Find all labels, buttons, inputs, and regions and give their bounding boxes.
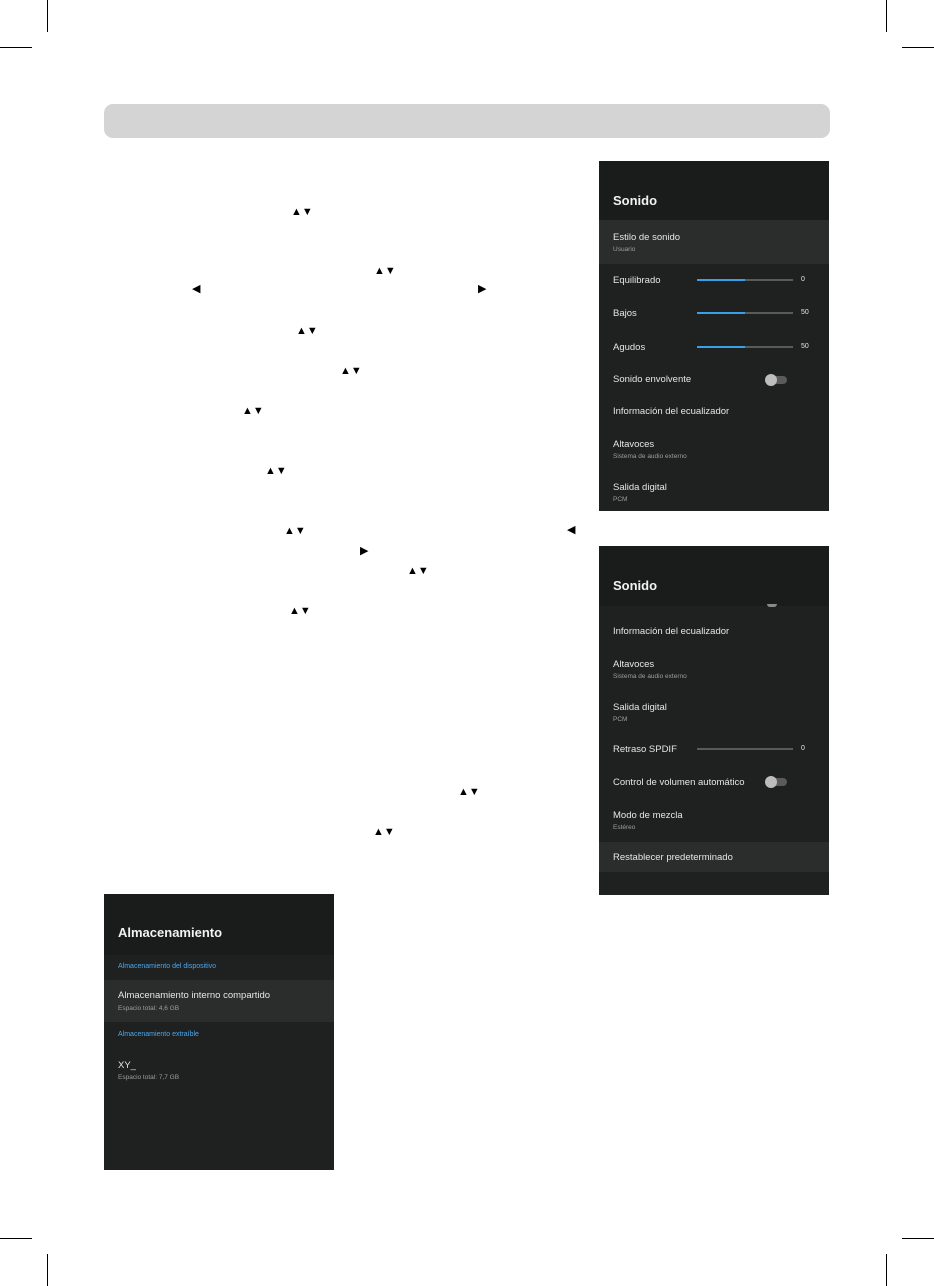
panel-title: Sonido bbox=[613, 193, 658, 208]
menu-item-balance[interactable] bbox=[599, 267, 829, 293]
menu-item-label: Altavoces bbox=[613, 659, 655, 670]
panel-header bbox=[599, 546, 829, 606]
slider-value: 50 bbox=[801, 343, 809, 350]
menu-item-label: Modo de mezcla bbox=[613, 810, 683, 821]
menu-item-internal-storage[interactable] bbox=[104, 980, 334, 1022]
menu-item-label: Control de volumen automático bbox=[613, 777, 745, 788]
up-down-arrow-icon: ▲▼ bbox=[458, 786, 480, 798]
right-arrow-icon: ▶ bbox=[478, 283, 487, 295]
slider-fill bbox=[697, 346, 745, 348]
up-down-arrow-icon: ▲▼ bbox=[265, 465, 287, 477]
toggle-knob bbox=[765, 776, 777, 788]
menu-item-value: Estéreo bbox=[613, 824, 636, 831]
section-label-removable-storage: Almacenamiento extraíble bbox=[118, 1031, 199, 1038]
menu-item-value: Sistema de audio externo bbox=[613, 453, 687, 460]
menu-item-reset-default[interactable] bbox=[599, 842, 829, 872]
up-down-arrow-icon: ▲▼ bbox=[407, 565, 429, 577]
up-down-arrow-icon: ▲▼ bbox=[284, 525, 306, 537]
menu-item-sound-style[interactable] bbox=[599, 220, 829, 264]
menu-item-auto-volume[interactable] bbox=[599, 769, 829, 795]
right-arrow-icon: ▶ bbox=[360, 545, 369, 557]
menu-item-value: PCM bbox=[613, 716, 628, 723]
slider-value: 0 bbox=[801, 276, 805, 283]
menu-item-equalizer-info[interactable] bbox=[599, 619, 829, 645]
menu-item-label: XY_ bbox=[118, 1060, 136, 1071]
section-label-device-storage: Almacenamiento del dispositivo bbox=[118, 963, 217, 970]
crop-mark bbox=[886, 0, 887, 32]
menu-item-label: Información del ecualizador bbox=[613, 406, 730, 417]
menu-item-usb-storage[interactable] bbox=[104, 1052, 334, 1088]
crop-mark bbox=[0, 1238, 32, 1239]
menu-item-label: Sonido envolvente bbox=[613, 374, 692, 385]
slider-fill bbox=[697, 279, 745, 281]
menu-item-label: Restablecer predeterminado bbox=[613, 852, 733, 863]
left-arrow-icon: ◀ bbox=[567, 524, 576, 536]
crop-mark bbox=[886, 1254, 887, 1286]
menu-item-label: Equilibrado bbox=[613, 275, 661, 286]
up-down-arrow-icon: ▲▼ bbox=[289, 605, 311, 617]
sound-settings-panel-scrolled bbox=[599, 546, 829, 895]
menu-item-value: Sistema de audio externo bbox=[613, 673, 687, 680]
menu-item-digital-output[interactable] bbox=[599, 474, 829, 510]
toggle-knob bbox=[765, 374, 777, 386]
surround-toggle[interactable] bbox=[767, 376, 787, 384]
slider-fill bbox=[697, 312, 745, 314]
balance-slider[interactable] bbox=[697, 279, 793, 281]
menu-item-label: Salida digital bbox=[613, 482, 667, 493]
panel-title: Almacenamiento bbox=[118, 925, 223, 940]
panel-title: Sonido bbox=[613, 578, 658, 593]
menu-item-label: Salida digital bbox=[613, 702, 667, 713]
menu-item-label: Bajos bbox=[613, 308, 637, 319]
auto-volume-toggle[interactable] bbox=[767, 778, 787, 786]
crop-mark bbox=[902, 47, 934, 48]
menu-item-label: Retraso SPDIF bbox=[613, 744, 677, 755]
treble-slider[interactable] bbox=[697, 346, 793, 348]
menu-item-bass[interactable] bbox=[599, 300, 829, 326]
panel-header bbox=[104, 894, 334, 955]
menu-item-value: Espacio total: 7,7 GB bbox=[118, 1074, 180, 1081]
up-down-arrow-icon: ▲▼ bbox=[373, 826, 395, 838]
menu-item-label: Altavoces bbox=[613, 439, 655, 450]
menu-item-surround-sound[interactable] bbox=[599, 367, 829, 393]
section-header-bar bbox=[104, 104, 830, 138]
menu-item-label: Agudos bbox=[613, 342, 646, 353]
spdif-delay-slider[interactable] bbox=[697, 748, 793, 750]
menu-item-speakers[interactable] bbox=[599, 431, 829, 467]
menu-item-downmix-mode[interactable] bbox=[599, 802, 829, 838]
bass-slider[interactable] bbox=[697, 312, 793, 314]
menu-item-treble[interactable] bbox=[599, 334, 829, 360]
toggle-knob-partial bbox=[767, 604, 777, 607]
slider-value: 50 bbox=[801, 309, 809, 316]
menu-item-label: Estilo de sonido bbox=[613, 232, 681, 243]
crop-mark bbox=[902, 1238, 934, 1239]
menu-item-value: Usuario bbox=[613, 246, 636, 253]
crop-mark bbox=[47, 0, 48, 32]
up-down-arrow-icon: ▲▼ bbox=[374, 265, 396, 277]
crop-mark bbox=[47, 1254, 48, 1286]
menu-item-equalizer-info[interactable] bbox=[599, 399, 829, 425]
storage-panel bbox=[104, 894, 334, 1170]
menu-item-label: Almacenamiento interno compartido bbox=[118, 990, 271, 1001]
up-down-arrow-icon: ▲▼ bbox=[296, 325, 318, 337]
menu-item-digital-output[interactable] bbox=[599, 694, 829, 730]
crop-mark bbox=[0, 47, 32, 48]
up-down-arrow-icon: ▲▼ bbox=[340, 365, 362, 377]
left-arrow-icon: ◀ bbox=[192, 283, 201, 295]
menu-item-spdif-delay[interactable] bbox=[599, 736, 829, 762]
up-down-arrow-icon: ▲▼ bbox=[242, 405, 264, 417]
panel-header bbox=[599, 161, 829, 220]
menu-item-value: PCM bbox=[613, 496, 628, 503]
menu-item-label: Información del ecualizador bbox=[613, 626, 730, 637]
menu-item-value: Espacio total: 4,6 GB bbox=[118, 1005, 180, 1012]
slider-value: 0 bbox=[801, 745, 805, 752]
menu-item-speakers[interactable] bbox=[599, 651, 829, 687]
up-down-arrow-icon: ▲▼ bbox=[291, 206, 313, 218]
sound-settings-panel bbox=[599, 161, 829, 511]
